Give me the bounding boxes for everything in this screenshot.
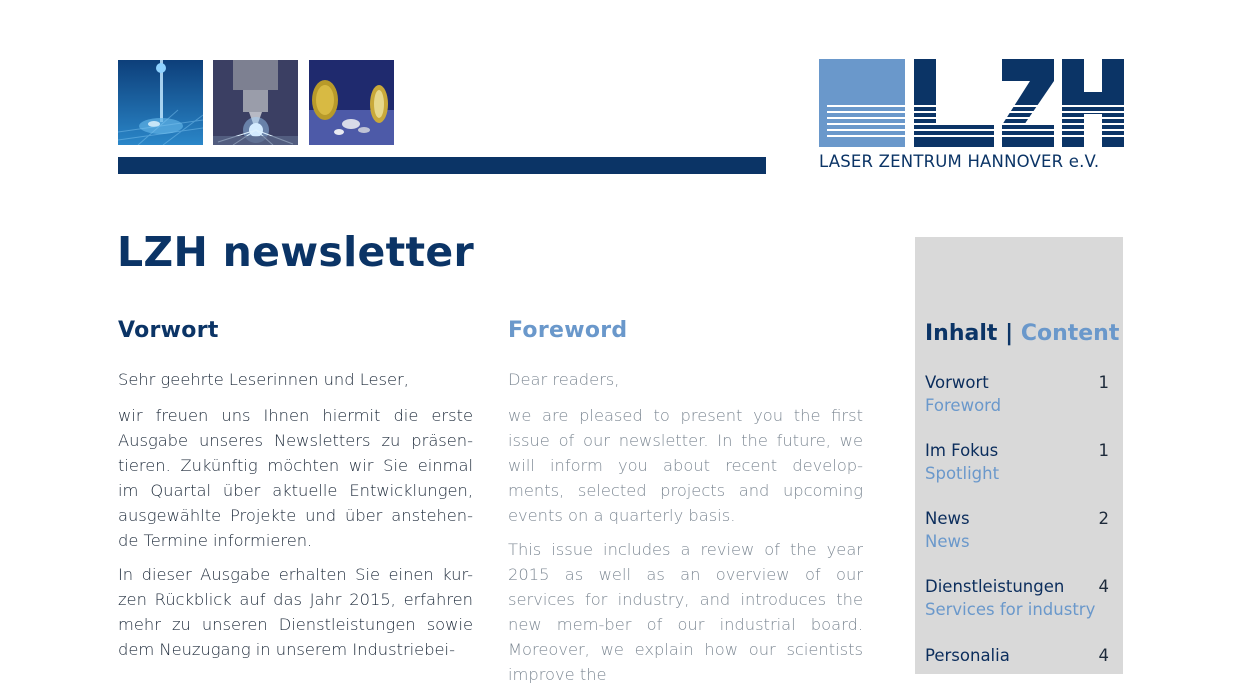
toc-item-page: 1 <box>1098 441 1109 460</box>
toc-heading <box>925 321 1119 346</box>
german-salutation: Sehr geehrte Leserinnen und Leser, <box>118 370 409 389</box>
toc-item-label-de: Personalia <box>925 646 1010 665</box>
english-column <box>508 318 863 696</box>
table-of-contents <box>915 237 1123 674</box>
logo-caption: LASER ZENTRUM HANNOVER e.V. <box>819 152 1100 171</box>
optics-lenses-photo <box>309 60 394 145</box>
toc-item-page: 4 <box>1098 646 1109 665</box>
toc-item-label-de: Im Fokus <box>925 441 999 460</box>
toc-item-page: 4 <box>1098 577 1109 596</box>
toc-item-im-fokus[interactable] <box>925 439 1109 485</box>
german-heading: Vorwort <box>118 318 219 343</box>
toc-item-vorwort[interactable] <box>925 371 1109 417</box>
toc-item-news[interactable] <box>925 507 1109 553</box>
toc-heading-en: Content <box>1020 321 1120 346</box>
toc-item-dienstleistungen[interactable] <box>925 575 1109 621</box>
german-paragraph-2: In dieser Ausgabe erhalten Sie einen kur-zen Rückblick auf das Jahr 2015, erfahren mehr zu unseren Dienstleistungen sowie dem Neuzugang in unserem Industriebei- <box>118 565 473 659</box>
toc-heading-de: Inhalt <box>925 321 998 346</box>
english-salutation: Dear readers, <box>508 370 620 389</box>
toc-item-label-de: Dienstleistungen <box>925 577 1065 596</box>
laser-waterjet-photo <box>118 60 203 145</box>
laser-cutting-photo <box>213 60 298 145</box>
toc-item-label-en: Foreword <box>925 396 1002 415</box>
toc-item-label-en: Spotlight <box>925 464 1000 483</box>
toc-item-label-en: News <box>925 532 970 551</box>
english-paragraph-2: This issue includes a review of the year 2015 as well as an overview of our services for industry, and introduces the new mem-ber of our industrial board. Moreover, we explain how our scientists improve the <box>508 540 863 684</box>
toc-heading-separator: | <box>1005 321 1014 346</box>
page-title: LZH newsletter <box>117 228 475 276</box>
toc-item-label-en: Services for industry <box>925 600 1096 619</box>
toc-item-label-de: News <box>925 509 970 528</box>
lzh-logo <box>819 59 1124 147</box>
toc-item-label-de: Vorwort <box>925 373 989 392</box>
german-paragraph-1: wir freuen uns Ihnen hiermit die erste Ausgabe unseres Newsletters zu präsen-tieren. Zukünftig möchten wir Sie einmal im Quartal über aktuelle Entwicklungen, ausgewählte Projekte und über anstehen-de Termine informieren. <box>118 406 473 550</box>
header-rule <box>118 157 766 174</box>
german-column <box>118 318 473 671</box>
english-heading: Foreword <box>508 318 628 343</box>
toc-item-page: 1 <box>1098 373 1109 392</box>
english-paragraph-1: we are pleased to present you the first issue of our newsletter. In the future, we will inform you about recent develop-ments, selected projects and upcoming events on a quarterly basis. <box>508 406 863 525</box>
toc-item-page: 2 <box>1098 509 1109 528</box>
toc-item-personalia[interactable] <box>925 644 1109 667</box>
